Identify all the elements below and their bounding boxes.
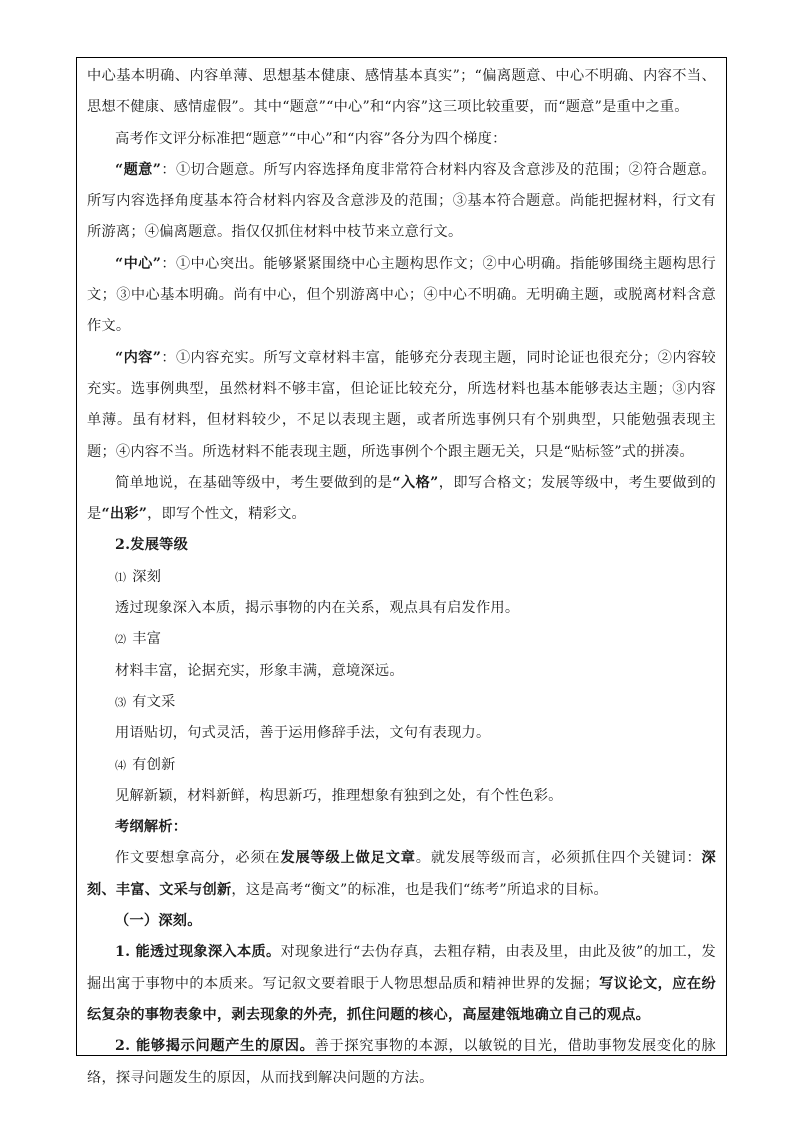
text: ：①切合题意。所写内容选择角度非常符合材料内容及含意涉及的范围；②符合题意。所写内容选择角度基本符合材料内容及含意涉及的范围；③基本符合题意。尚能把握材料，行文有所游离；④偏离题意。指仅仅抓住材料中枝节来立意行文。 bbox=[87, 161, 716, 241]
item-desc-rich: 材料丰富，论据充实，形象丰满，意境深远。 bbox=[115, 662, 404, 679]
paragraph-point-1 bbox=[87, 937, 716, 1031]
text: 中心基本明确、内容单薄、思想基本健康、感情基本真实”；“偏离题意、中心不明确、内容不当、思想不健康、感情虚假”。其中“题意”“中心”和“内容”这三项比较重要，而“题意”是重中之重。 bbox=[87, 68, 716, 116]
term-zhongxin: “中心” bbox=[115, 255, 162, 272]
term-ruge: “入格” bbox=[392, 474, 439, 491]
document-page bbox=[76, 57, 727, 1086]
text: 对现象进行“去伪存真，去粗存精，由表及里，由此及彼”的加工，发掘出寓于事物中的本质来。写记叙文要着眼于人物思想品质和精神世界的发掘； bbox=[87, 944, 716, 992]
text: 善于探究事物的本源，以敏锐的目光，借助事物发展变化的脉络，探寻问题发生的原因，从而找到解决问题的方法。 bbox=[87, 1038, 716, 1086]
paragraph-gradient-intro bbox=[87, 124, 716, 155]
point-lead: 2. 能够揭示问题产生的原因。 bbox=[115, 1038, 315, 1055]
text: ，这是高考“衡文”的标准，也是我们“练考”所追求的目标。 bbox=[231, 881, 608, 898]
text: 作文要想拿高分，必须在 bbox=[115, 850, 281, 867]
item-heading-innovation bbox=[87, 750, 716, 781]
text: 。就发展等级而言，必须抓住四个关键词： bbox=[415, 850, 702, 867]
item-number: ⑶ bbox=[115, 695, 127, 709]
item-heading-literary bbox=[87, 687, 716, 718]
item-title: 有创新 bbox=[132, 756, 176, 773]
item-number: ⑵ bbox=[115, 633, 127, 647]
item-desc-deep: 透过现象深入本质，揭示事物的内在关系，观点具有启发作用。 bbox=[115, 600, 520, 617]
item-heading-rich bbox=[87, 624, 716, 655]
item-heading-deep bbox=[87, 562, 716, 593]
heading-syllabus-analysis: 考纲解析： bbox=[115, 819, 188, 836]
text: 简单地说，在基础等级中，考生要做到的是 bbox=[115, 474, 393, 491]
text: ：①内容充实。所写文章材料丰富，能够充分表现主题，同时论证也很充分；②内容较充实。选事例典型，虽然材料不够丰富，但论证比较充分，所选材料也基本能够表达主题；③内容单薄。虽有材料，但材料较少，不足以表现主题，或者所选事例只有个别典型，只能勉强表现主题；④内容不当。所选材料不能表现主题，所选事例个个跟主题无关，只是“贴标签”式的拼凑。 bbox=[87, 349, 716, 460]
text: ：①中心突出。能够紧紧围绕中心主题构思作文；②中心明确。指能够围绕主题构思行文；③中心基本明确。尚有中心，但个别游离中心；④中心不明确。无明确主题，或脱离材料含意作文。 bbox=[87, 255, 716, 335]
item-number: ⑴ bbox=[115, 570, 127, 584]
emphasis: 发展等级上做足文章 bbox=[280, 850, 416, 867]
paragraph-standards-continued bbox=[87, 61, 716, 124]
item-title: 有文采 bbox=[132, 693, 176, 710]
item-title: 丰富 bbox=[132, 631, 162, 648]
item-desc-innovation: 见解新颖，材料新鲜，构思新巧，推理想象有独到之处，有个性色彩。 bbox=[115, 787, 563, 804]
keywords: 深刻、丰富、文采与创新 bbox=[87, 850, 716, 898]
text: 高考作文评分标准把“题意”“中心”和“内容”各分为四个梯度： bbox=[115, 130, 507, 147]
term-tiyi: “题意” bbox=[115, 161, 162, 178]
item-number: ⑷ bbox=[115, 758, 127, 772]
item-title: 深刻 bbox=[132, 568, 162, 585]
paragraph-zhongxin bbox=[87, 249, 716, 343]
paragraph-tiyi bbox=[87, 155, 716, 249]
emphasis: 写议论文，应在纷纭复杂的事物表象中，剥去现象的外壳，抓住问题的核心，高屋建瓴地确立自己的观点。 bbox=[87, 975, 716, 1023]
paragraph-neirong bbox=[87, 343, 716, 468]
term-chucai: “出彩” bbox=[101, 506, 148, 523]
paragraph-summary bbox=[87, 468, 716, 531]
term-neirong: “内容” bbox=[115, 349, 162, 366]
point-lead: 1. 能透过现象深入本质。 bbox=[115, 944, 281, 961]
paragraph-high-score bbox=[87, 843, 716, 906]
paragraph-point-2 bbox=[87, 1031, 716, 1094]
heading-development-level: 2.发展等级 bbox=[115, 537, 189, 554]
heading-deep: （一）深刻。 bbox=[115, 913, 202, 930]
text: ，即写个性文，精彩文。 bbox=[147, 506, 306, 523]
text: ，即写合格文；发展等级中，考生要做到的是 bbox=[87, 474, 716, 523]
item-desc-literary: 用语贴切，句式灵活，善于运用修辞手法，文句有表现力。 bbox=[115, 725, 491, 742]
